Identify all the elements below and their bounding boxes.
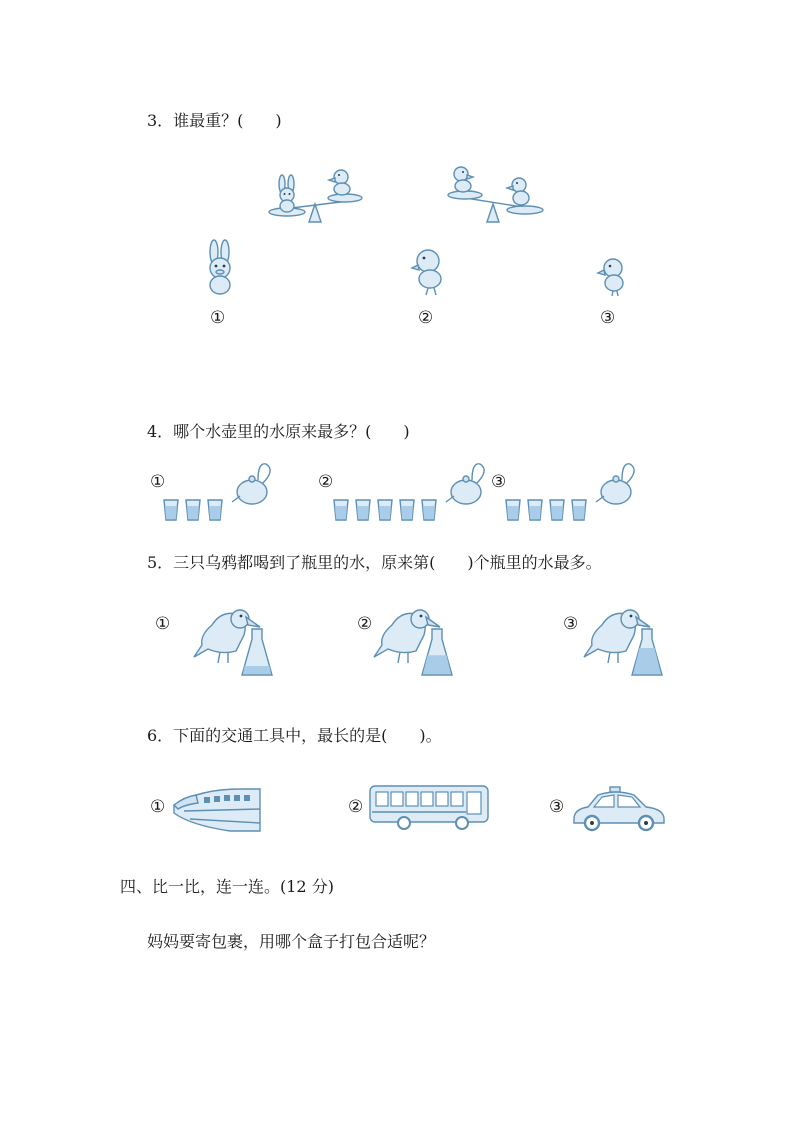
q5-option-2[interactable]: ② xyxy=(357,614,373,634)
q6-text: 6．下面的交通工具中，最长的是( )。 xyxy=(147,726,442,745)
q5-option-3[interactable]: ③ xyxy=(563,614,579,634)
kettle-icon xyxy=(232,464,270,504)
q4-option-3[interactable]: ③ xyxy=(491,472,507,492)
rabbit-option xyxy=(200,238,240,298)
bottle-icon xyxy=(632,629,662,675)
q5-text: 5．三只乌鸦都喝到了瓶里的水，原来第( )个瓶里的水最多。 xyxy=(147,553,602,572)
cup-icon xyxy=(572,500,586,520)
q4-text: 4．哪个水壶里的水原来最多？( ) xyxy=(147,422,410,441)
cup-icon xyxy=(378,500,392,520)
q4-option-1[interactable]: ① xyxy=(150,472,166,492)
q5-option-1[interactable]: ① xyxy=(155,614,171,634)
cup-icon xyxy=(186,500,200,520)
q3-option-3[interactable]: ③ xyxy=(600,308,616,328)
section4-prompt: 妈妈要寄包裹，用哪个盒子打包合适呢？ xyxy=(147,932,436,951)
crow-bottle-1 xyxy=(192,605,274,679)
q3-option-1[interactable]: ① xyxy=(210,308,226,328)
train-icon xyxy=(170,785,262,835)
cup-icon xyxy=(164,500,178,520)
duck-option-small xyxy=(595,255,631,297)
cup-icon xyxy=(550,500,564,520)
kettle-icon xyxy=(446,464,484,504)
cup-icon xyxy=(506,500,520,520)
q6-option-1[interactable]: ① xyxy=(150,797,166,817)
duck-option-large xyxy=(410,245,450,297)
kettle-cups-1 xyxy=(160,462,275,522)
bus-icon xyxy=(368,782,492,832)
q6-option-3[interactable]: ③ xyxy=(549,797,565,817)
q3-option-2[interactable]: ② xyxy=(418,308,434,328)
kettle-icon xyxy=(596,464,634,504)
kettle-cups-2 xyxy=(330,462,485,522)
crow-bottle-3 xyxy=(582,605,664,679)
cup-icon xyxy=(422,500,436,520)
car-icon xyxy=(570,785,668,833)
scale-duck-duck xyxy=(443,160,553,230)
kettle-cups-3 xyxy=(502,462,637,522)
cup-icon xyxy=(334,500,348,520)
cup-icon xyxy=(528,500,542,520)
bottle-icon xyxy=(422,629,452,675)
crow-bottle-2 xyxy=(372,605,454,679)
q3-text: 3．谁最重？( ) xyxy=(147,111,282,130)
cup-icon xyxy=(208,500,222,520)
cup-icon xyxy=(356,500,370,520)
bottle-icon xyxy=(242,629,272,675)
scale-rabbit-duck xyxy=(265,160,375,230)
q4-option-2[interactable]: ② xyxy=(318,472,334,492)
section4-heading: 四、比一比，连一连。(12 分) xyxy=(120,877,334,896)
cup-icon xyxy=(400,500,414,520)
q6-option-2[interactable]: ② xyxy=(348,797,364,817)
